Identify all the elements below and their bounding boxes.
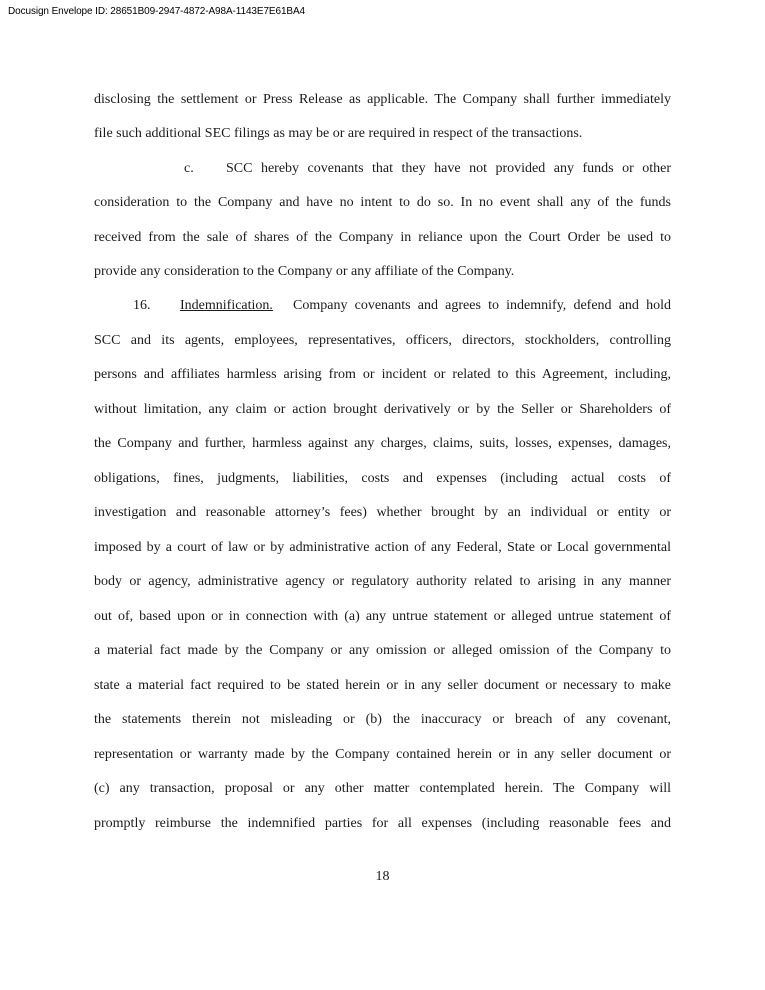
text-line: consideration to the Company and have no intent to do so. In no event shall any of the funds — [94, 195, 671, 210]
text-line: (c) any transaction, proposal or any other matter contemplated herein. The Company will — [94, 781, 671, 796]
text-line: the statements therein not misleading or (b) the inaccuracy or breach of any covenant, — [94, 712, 671, 727]
text-line: without limitation, any claim or action brought derivatively or by the Seller or Shareholders of — [94, 402, 671, 417]
subparagraph-label: c. — [184, 161, 194, 176]
text-line: the Company and further, harmless against any charges, claims, suits, losses, expenses, damages, — [94, 436, 671, 451]
text-line: persons and affiliates harmless arising from or incident or related to this Agreement, including, — [94, 367, 671, 382]
text-line: provide any consideration to the Company or any affiliate of the Company. — [94, 264, 515, 279]
page-number: 18 — [375, 869, 390, 884]
text-line: obligations, fines, judgments, liabilities, costs and expenses (including actual costs of — [94, 471, 671, 486]
section-number: 16. — [133, 298, 151, 313]
text-line: state a material fact required to be stated herein or in any seller document or necessary to make — [94, 678, 671, 693]
text-line: imposed by a court of law or by administrative action of any Federal, State or Local governmental — [94, 540, 671, 555]
text-line: disclosing the settlement or Press Release as applicable. The Company shall further immediately — [94, 92, 671, 107]
text-line: body or agency, administrative agency or regulatory authority related to arising in any manner — [94, 574, 671, 589]
text-line: investigation and reasonable attorney’s fees) whether brought by an individual or entity or — [94, 505, 671, 520]
text-line: SCC hereby covenants that they have not provided any funds or other — [226, 161, 671, 176]
text-line: received from the sale of shares of the Company in reliance upon the Court Order be used to — [94, 230, 671, 245]
text-line: Company covenants and agrees to indemnify, defend and hold — [293, 298, 671, 313]
text-line: file such additional SEC filings as may be or are required in respect of the transactions. — [94, 126, 583, 141]
text-line: a material fact made by the Company or any omission or alleged omission of the Company to — [94, 643, 671, 658]
text-line: promptly reimburse the indemnified parties for all expenses (including reasonable fees and — [94, 816, 671, 831]
text-line: representation or warranty made by the Company contained herein or in any seller document or — [94, 747, 671, 762]
envelope-id: Docusign Envelope ID: 28651B09-2947-4872-A98A-1143E7E61BA4 — [8, 6, 306, 17]
text-line: SCC and its agents, employees, representatives, officers, directors, stockholders, controlling — [94, 333, 671, 348]
text-line: out of, based upon or in connection with (a) any untrue statement or alleged untrue statement of — [94, 609, 671, 624]
section-heading: Indemnification. — [180, 298, 273, 313]
